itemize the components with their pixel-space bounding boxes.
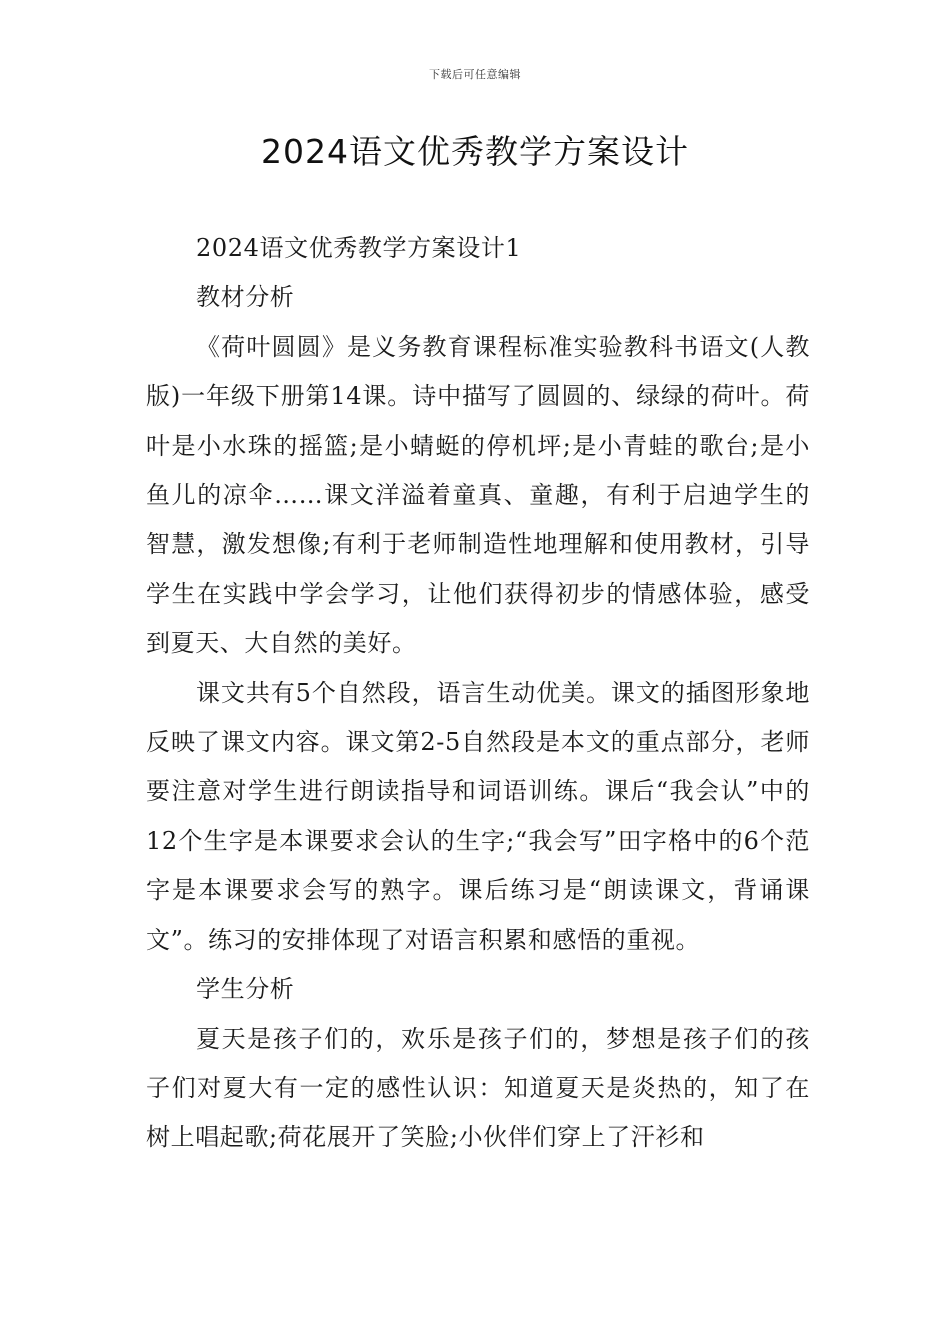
paragraph: 课文共有5个自然段，语言生动优美。课文的插图形象地反映了课文内容。课文第2-5自然段是本文的重点部分，老师要注意对学生进行朗读指导和词语训练。课后“我会认”中的12个生字是本课要求会认的生字;“我会写”田字格中的6个范字是本课要求会写的熟字。课后练习是“朗读课文，背诵课文”。练习的安排体现了对语言积累和感悟的重视。 bbox=[146, 678, 810, 954]
subheading-textbook-analysis: 教材分析 bbox=[196, 283, 295, 312]
paragraph: 夏天是孩子们的，欢乐是孩子们的，梦想是孩子们的孩子们对夏大有一定的感性认识：知道夏天是炎热的，知了在树上唱起歌;荷花展开了笑脸;小伙伴们穿上了汗衫和 bbox=[146, 1024, 810, 1152]
header-note: 下载后可任意编辑 bbox=[429, 68, 521, 81]
document-title: 2024语文优秀教学方案设计 bbox=[261, 132, 689, 171]
subheading-student-analysis: 学生分析 bbox=[196, 975, 295, 1004]
document-body bbox=[146, 224, 810, 1163]
section-heading: 2024语文优秀教学方案设计1 bbox=[196, 234, 522, 262]
paragraph: 《荷叶圆圆》是义务教育课程标准实验教科书语文(人教版)一年级下册第14课。诗中描写了圆圆的、绿绿的荷叶。荷叶是小水珠的摇篮;是小蜻蜓的停机坪;是小青蛙的歌台;是小鱼儿的凉伞……课文洋溢着童真、童趣，有利于启迪学生的智慧，激发想像;有利于老师制造性地理解和使用教材，引导学生在实践中学会学习，让他们获得初步的情感体验，感受到夏天、大自然的美好。 bbox=[146, 332, 810, 658]
